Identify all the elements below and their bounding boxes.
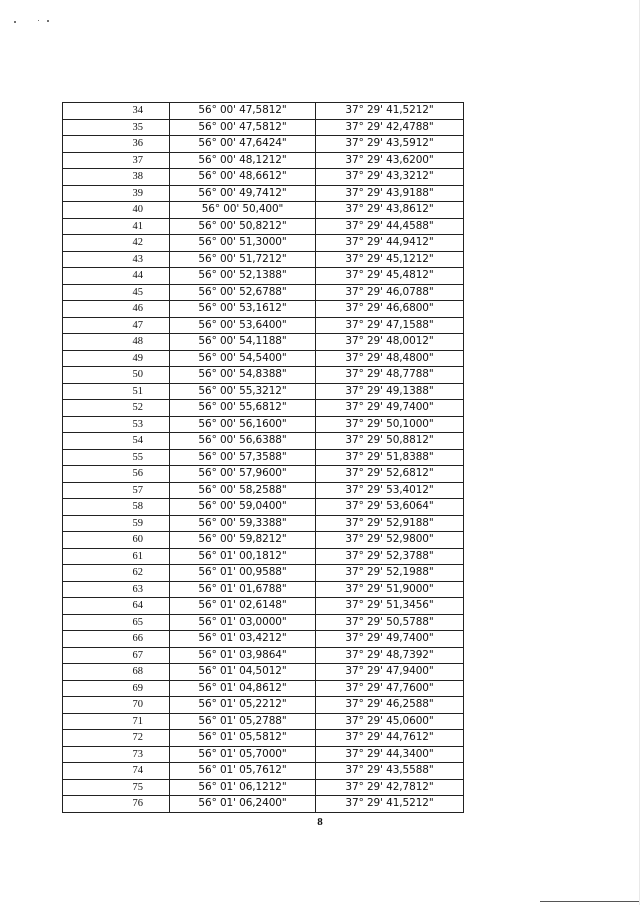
longitude-cell: 37° 29' 48,0012": [316, 334, 464, 351]
latitude-cell: 56° 01' 02,6148": [170, 598, 316, 615]
latitude-cell: 56° 00' 54,5400": [170, 350, 316, 367]
latitude-cell: 56° 00' 51,7212": [170, 251, 316, 268]
table-row: [63, 664, 464, 681]
latitude-cell: 56° 01' 06,1212": [170, 779, 316, 796]
latitude-cell: 56° 00' 54,8388": [170, 367, 316, 384]
latitude-cell: 56° 01' 05,2788": [170, 713, 316, 730]
latitude-cell: 56° 00' 59,0400": [170, 499, 316, 516]
latitude-cell: 56° 00' 55,3212": [170, 383, 316, 400]
latitude-cell: 56° 01' 05,5812": [170, 730, 316, 747]
latitude-cell: 56° 00' 50,400": [170, 202, 316, 219]
point-number-cell: 45: [63, 284, 170, 301]
table-row: [63, 730, 464, 747]
longitude-cell: 37° 29' 51,3456": [316, 598, 464, 615]
longitude-cell: 37° 29' 41,5212": [316, 796, 464, 813]
point-number-cell: 60: [63, 532, 170, 549]
point-number-cell: 48: [63, 334, 170, 351]
latitude-cell: 56° 00' 50,8212": [170, 218, 316, 235]
longitude-cell: 37° 29' 43,8612": [316, 202, 464, 219]
latitude-cell: 56° 01' 05,7612": [170, 763, 316, 780]
latitude-cell: 56° 01' 03,4212": [170, 631, 316, 648]
latitude-cell: 56° 00' 52,1388": [170, 268, 316, 285]
longitude-cell: 37° 29' 51,8388": [316, 449, 464, 466]
point-number-cell: 69: [63, 680, 170, 697]
point-number-cell: 71: [63, 713, 170, 730]
page-number: 8: [317, 816, 323, 828]
point-number-cell: 54: [63, 433, 170, 450]
point-number-cell: 53: [63, 416, 170, 433]
latitude-cell: 56° 01' 04,5012": [170, 664, 316, 681]
longitude-cell: 37° 29' 45,0600": [316, 713, 464, 730]
longitude-cell: 37° 29' 50,5788": [316, 614, 464, 631]
longitude-cell: 37° 29' 50,8812": [316, 433, 464, 450]
point-number-cell: 62: [63, 565, 170, 582]
latitude-cell: 56° 00' 48,6612": [170, 169, 316, 186]
table-row: [63, 284, 464, 301]
longitude-cell: 37° 29' 51,9000": [316, 581, 464, 598]
table-row: [63, 185, 464, 202]
longitude-cell: 37° 29' 42,7812": [316, 779, 464, 796]
point-number-cell: 39: [63, 185, 170, 202]
table-row: [63, 251, 464, 268]
point-number-cell: 75: [63, 779, 170, 796]
longitude-cell: 37° 29' 47,7600": [316, 680, 464, 697]
latitude-cell: 56° 00' 57,9600": [170, 466, 316, 483]
longitude-cell: 37° 29' 49,7400": [316, 631, 464, 648]
point-number-cell: 46: [63, 301, 170, 318]
longitude-cell: 37° 29' 41,5212": [316, 103, 464, 120]
latitude-cell: 56° 00' 47,6424": [170, 136, 316, 153]
point-number-cell: 40: [63, 202, 170, 219]
latitude-cell: 56° 00' 48,1212": [170, 152, 316, 169]
table-row: [63, 400, 464, 417]
latitude-cell: 56° 01' 03,0000": [170, 614, 316, 631]
table-row: [63, 763, 464, 780]
longitude-cell: 37° 29' 52,3788": [316, 548, 464, 565]
longitude-cell: 37° 29' 48,7392": [316, 647, 464, 664]
table-row: [63, 367, 464, 384]
point-number-cell: 72: [63, 730, 170, 747]
table-row: [63, 268, 464, 285]
latitude-cell: 56° 00' 53,1612": [170, 301, 316, 318]
point-number-cell: 51: [63, 383, 170, 400]
latitude-cell: 56° 00' 49,7412": [170, 185, 316, 202]
table-row: [63, 218, 464, 235]
latitude-cell: 56° 00' 47,5812": [170, 103, 316, 120]
longitude-cell: 37° 29' 44,9412": [316, 235, 464, 252]
longitude-cell: 37° 29' 47,1588": [316, 317, 464, 334]
table-row: [63, 565, 464, 582]
longitude-cell: 37° 29' 43,3212": [316, 169, 464, 186]
latitude-cell: 56° 00' 51,3000": [170, 235, 316, 252]
point-number-cell: 63: [63, 581, 170, 598]
table-row: [63, 449, 464, 466]
latitude-cell: 56° 00' 55,6812": [170, 400, 316, 417]
point-number-cell: 41: [63, 218, 170, 235]
table-row: [63, 614, 464, 631]
point-number-cell: 37: [63, 152, 170, 169]
point-number-cell: 36: [63, 136, 170, 153]
longitude-cell: 37° 29' 43,9188": [316, 185, 464, 202]
table-row: [63, 697, 464, 714]
latitude-cell: 56° 01' 05,7000": [170, 746, 316, 763]
point-number-cell: 73: [63, 746, 170, 763]
longitude-cell: 37° 29' 44,3400": [316, 746, 464, 763]
table-row: [63, 103, 464, 120]
point-number-cell: 56: [63, 466, 170, 483]
table-row: [63, 136, 464, 153]
point-number-cell: 61: [63, 548, 170, 565]
latitude-cell: 56° 00' 54,1188": [170, 334, 316, 351]
point-number-cell: 65: [63, 614, 170, 631]
table-row: [63, 548, 464, 565]
longitude-cell: 37° 29' 46,0788": [316, 284, 464, 301]
scan-speck: [14, 21, 16, 23]
point-number-cell: 74: [63, 763, 170, 780]
longitude-cell: 37° 29' 47,9400": [316, 664, 464, 681]
latitude-cell: 56° 00' 58,2588": [170, 482, 316, 499]
table-row: [63, 647, 464, 664]
scan-speck: [47, 20, 49, 22]
scan-speck: [38, 20, 39, 21]
latitude-cell: 56° 01' 03,9864": [170, 647, 316, 664]
table-row: [63, 713, 464, 730]
longitude-cell: 37° 29' 44,7612": [316, 730, 464, 747]
point-number-cell: 52: [63, 400, 170, 417]
table-row: [63, 416, 464, 433]
latitude-cell: 56° 00' 56,1600": [170, 416, 316, 433]
point-number-cell: 50: [63, 367, 170, 384]
point-number-cell: 34: [63, 103, 170, 120]
latitude-cell: 56° 00' 47,5812": [170, 119, 316, 136]
latitude-cell: 56° 01' 00,1812": [170, 548, 316, 565]
latitude-cell: 56° 00' 56,6388": [170, 433, 316, 450]
point-number-cell: 47: [63, 317, 170, 334]
table-row: [63, 433, 464, 450]
longitude-cell: 37° 29' 49,7400": [316, 400, 464, 417]
point-number-cell: 68: [63, 664, 170, 681]
table-row: [63, 202, 464, 219]
latitude-cell: 56° 01' 01,6788": [170, 581, 316, 598]
point-number-cell: 49: [63, 350, 170, 367]
point-number-cell: 59: [63, 515, 170, 532]
longitude-cell: 37° 29' 43,6200": [316, 152, 464, 169]
table-row: [63, 779, 464, 796]
table-row: [63, 466, 464, 483]
longitude-cell: 37° 29' 43,5912": [316, 136, 464, 153]
latitude-cell: 56° 01' 04,8612": [170, 680, 316, 697]
table-row: [63, 598, 464, 615]
table-row: [63, 680, 464, 697]
longitude-cell: 37° 29' 53,6064": [316, 499, 464, 516]
point-number-cell: 76: [63, 796, 170, 813]
page-edge-line: [540, 901, 640, 902]
latitude-cell: 56° 00' 52,6788": [170, 284, 316, 301]
point-number-cell: 66: [63, 631, 170, 648]
point-number-cell: 58: [63, 499, 170, 516]
table-row: [63, 350, 464, 367]
longitude-cell: 37° 29' 48,4800": [316, 350, 464, 367]
table-row: [63, 119, 464, 136]
latitude-cell: 56° 00' 53,6400": [170, 317, 316, 334]
point-number-cell: 64: [63, 598, 170, 615]
longitude-cell: 37° 29' 46,6800": [316, 301, 464, 318]
point-number-cell: 70: [63, 697, 170, 714]
longitude-cell: 37° 29' 42,4788": [316, 119, 464, 136]
table-row: [63, 631, 464, 648]
point-number-cell: 57: [63, 482, 170, 499]
table-row: [63, 152, 464, 169]
table-row: [63, 482, 464, 499]
table-row: [63, 235, 464, 252]
table-row: [63, 515, 464, 532]
table-row: [63, 581, 464, 598]
longitude-cell: 37° 29' 53,4012": [316, 482, 464, 499]
latitude-cell: 56° 00' 57,3588": [170, 449, 316, 466]
point-number-cell: 55: [63, 449, 170, 466]
longitude-cell: 37° 29' 49,1388": [316, 383, 464, 400]
latitude-cell: 56° 01' 06,2400": [170, 796, 316, 813]
table-row: [63, 383, 464, 400]
table-row: [63, 301, 464, 318]
coordinates-table-body: [63, 103, 464, 813]
point-number-cell: 42: [63, 235, 170, 252]
latitude-cell: 56° 00' 59,3388": [170, 515, 316, 532]
table-row: [63, 499, 464, 516]
point-number-cell: 44: [63, 268, 170, 285]
longitude-cell: 37° 29' 46,2588": [316, 697, 464, 714]
longitude-cell: 37° 29' 48,7788": [316, 367, 464, 384]
table-row: [63, 334, 464, 351]
table-row: [63, 317, 464, 334]
longitude-cell: 37° 29' 44,4588": [316, 218, 464, 235]
longitude-cell: 37° 29' 52,6812": [316, 466, 464, 483]
longitude-cell: 37° 29' 50,1000": [316, 416, 464, 433]
point-number-cell: 38: [63, 169, 170, 186]
latitude-cell: 56° 01' 05,2212": [170, 697, 316, 714]
longitude-cell: 37° 29' 52,9188": [316, 515, 464, 532]
coordinates-table: [62, 102, 464, 813]
table-row: [63, 746, 464, 763]
point-number-cell: 67: [63, 647, 170, 664]
table-row: [63, 532, 464, 549]
point-number-cell: 35: [63, 119, 170, 136]
latitude-cell: 56° 01' 00,9588": [170, 565, 316, 582]
table-row: [63, 796, 464, 813]
longitude-cell: 37° 29' 52,1988": [316, 565, 464, 582]
longitude-cell: 37° 29' 52,9800": [316, 532, 464, 549]
point-number-cell: 43: [63, 251, 170, 268]
latitude-cell: 56° 00' 59,8212": [170, 532, 316, 549]
longitude-cell: 37° 29' 43,5588": [316, 763, 464, 780]
table-row: [63, 169, 464, 186]
longitude-cell: 37° 29' 45,4812": [316, 268, 464, 285]
longitude-cell: 37° 29' 45,1212": [316, 251, 464, 268]
